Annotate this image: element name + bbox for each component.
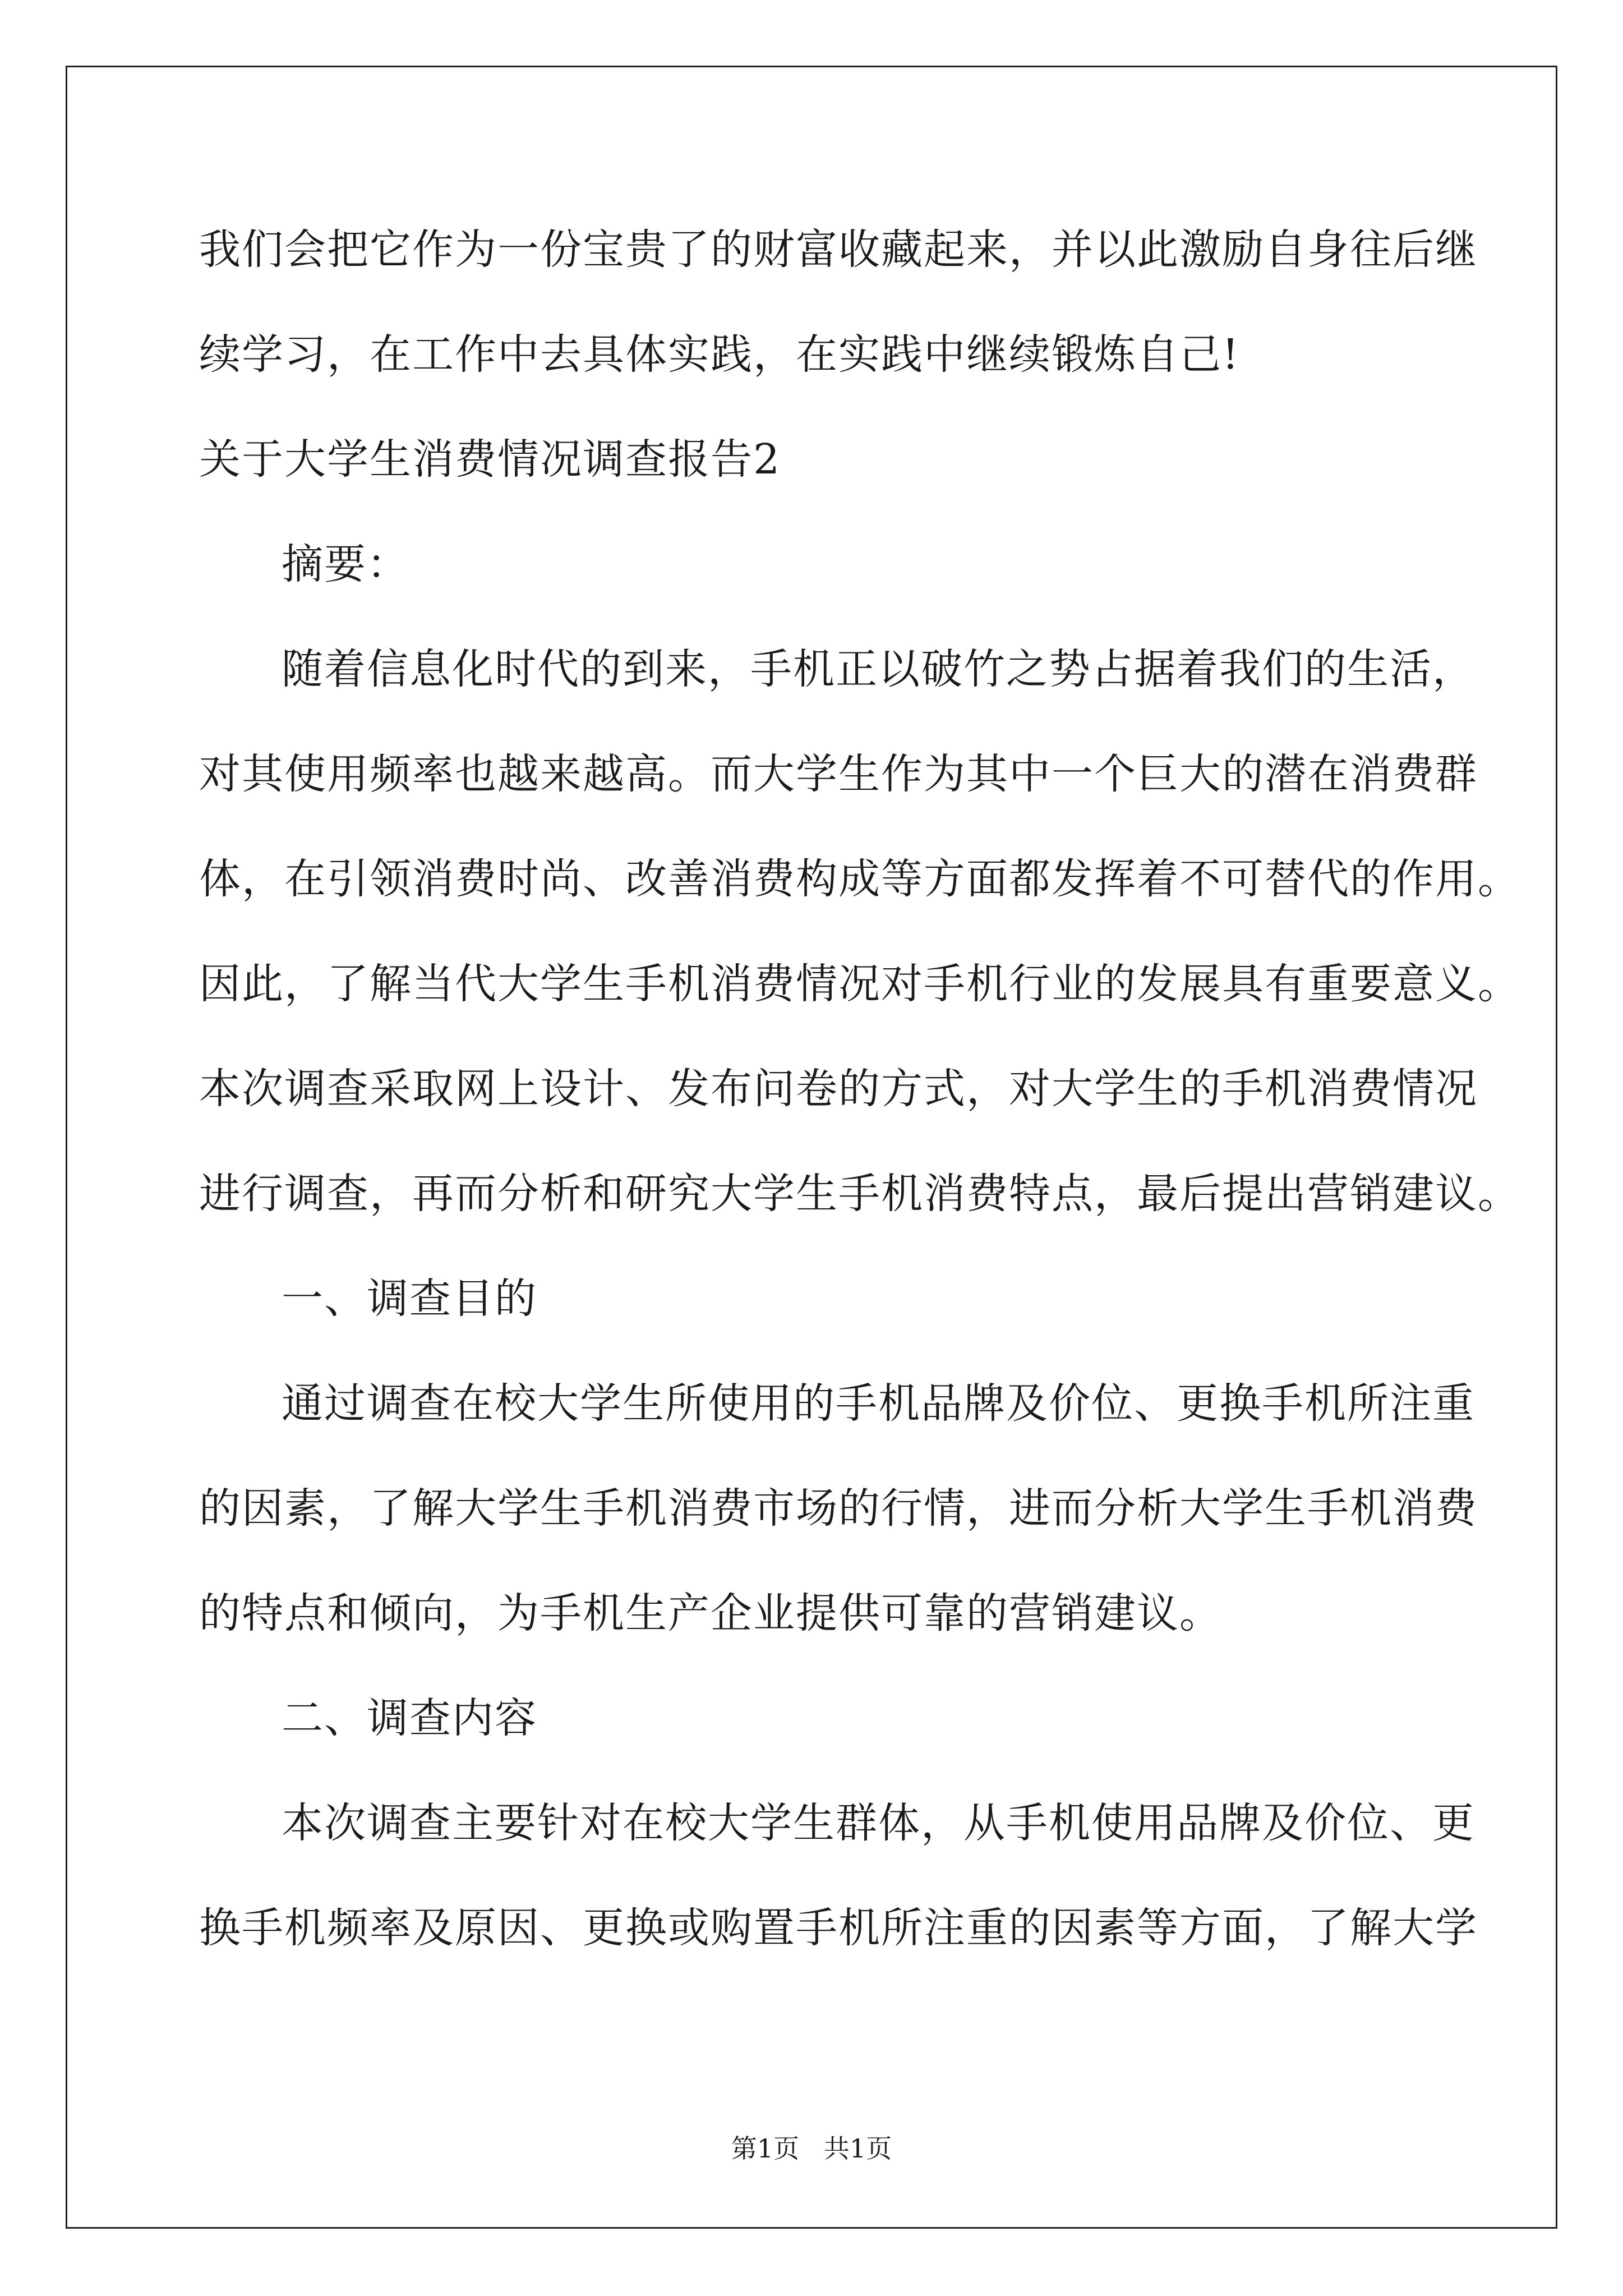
body-line: 我们会把它作为一份宝贵了的财富收藏起来，并以此激励自身往后继	[199, 226, 1478, 274]
subsection-heading: 一、调查目的	[282, 1274, 537, 1323]
subsection-heading: 二、调查内容	[282, 1694, 537, 1742]
body-line: 的因素，了解大学生手机消费市场的行情，进而分析大学生手机消费	[199, 1484, 1478, 1533]
abstract-heading: 摘要：	[282, 540, 409, 588]
body-line: 的特点和倾向，为手机生产企业提供可靠的营销建议。	[199, 1589, 1222, 1637]
body-line: 本次调查主要针对在校大学生群体，从手机使用品牌及价位、更	[282, 1799, 1475, 1847]
body-line: 体，在引领消费时尚、改善消费构成等方面都发挥着不可替代的作用。	[199, 855, 1520, 903]
body-line: 续学习，在工作中去具体实践，在实践中继续锻炼自己!	[199, 330, 1240, 379]
body-line: 本次调查采取网上设计、发布问卷的方式，对大学生的手机消费情况	[199, 1065, 1478, 1113]
page-number-footer: 第1页 共1页	[731, 2133, 892, 2164]
body-line: 通过调查在校大学生所使用的手机品牌及价位、更换手机所注重	[282, 1379, 1475, 1428]
body-line: 进行调查，再而分析和研究大学生手机消费特点，最后提出营销建议。	[199, 1170, 1520, 1218]
section-title: 关于大学生消费情况调查报告2	[199, 435, 781, 484]
body-line: 因此，了解当代大学生手机消费情况对手机行业的发展具有重要意义。	[199, 960, 1520, 1008]
body-line: 对其使用频率也越来越高。而大学生作为其中一个巨大的潜在消费群	[199, 750, 1478, 798]
body-line: 随着信息化时代的到来，手机正以破竹之势占据着我们的生活，	[282, 645, 1475, 693]
body-line: 换手机频率及原因、更换或购置手机所注重的因素等方面，了解大学	[199, 1904, 1478, 1952]
